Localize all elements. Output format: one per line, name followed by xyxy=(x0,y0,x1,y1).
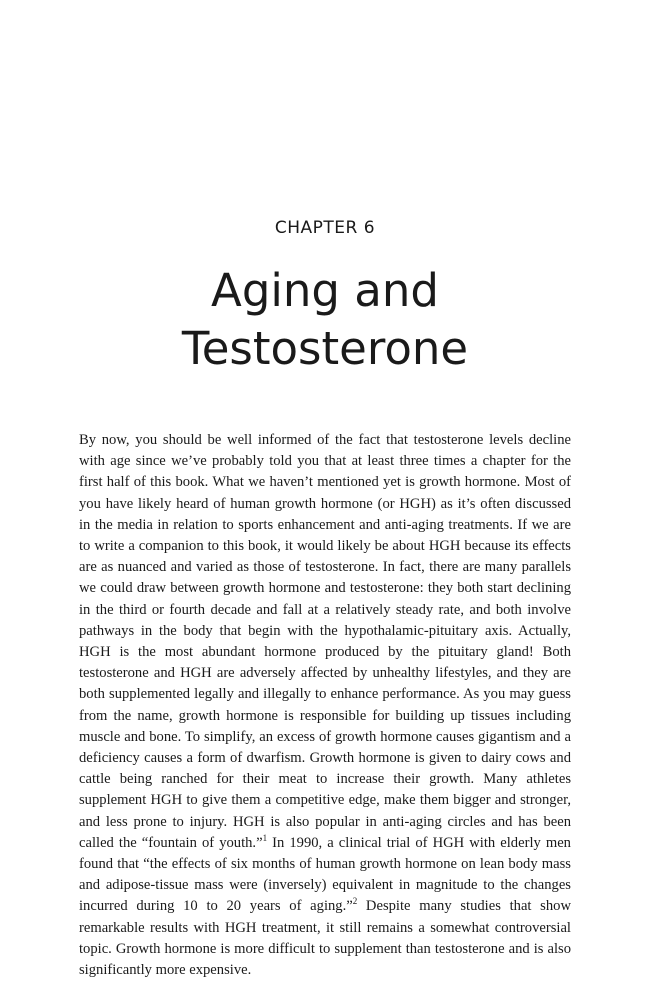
footnote-marker-2[interactable]: 2 xyxy=(352,896,358,907)
footnote-marker-1[interactable]: 1 xyxy=(262,833,268,843)
body-text-segment-3: Despite many studies that show remarkable results with HGH treatment, it still remains a somewhat controversial topic. Growth hormone is more difficult to supplement than testosterone and is also significantly more expensive. xyxy=(79,898,571,979)
chapter-title-line-2: Testosterone xyxy=(181,322,469,375)
chapter-title-line-1: Aging and xyxy=(211,264,439,317)
chapter-title xyxy=(0,262,650,378)
body-text-segment-1: By now, you should be well informed of the fact that testosterone levels decline with age since we’ve probably told you that at least three times a chapter for the first half of this book. What we haven’t mentioned yet is growth hormone. Most of you have likely heard of human growth hormone (or HGH) as it’s often discussed in the media in relation to sports enhancement and anti-aging treatments. If we are to write a companion to this book, it would likely be about HGH because its effects are as nuanced and varied as those of testosterone. In fact, there are many parallels we could draw between growth hormone and testosterone: they both start declining in the third or fourth decade and fall at a relatively steady rate, and both involve pathways in the body that begin with the hypothalamic-pituitary axis. Actually, HGH is the most abundant hormone produced by the pituitary gland! Both testosterone and HGH are adversely affected by unhealthy lifestyles, and they are both supplemented legally and illegally to enhance performance. As you may guess from the name, growth hormone is responsible for building up tissues including muscle and bone. To simplify, an excess of growth hormone causes gigantism and a deficiency causes a form of dwarfism. Growth hormone is given to dairy cows and cattle being ranched for their meat to increase their growth. Many athletes supplement HGH to give them a competitive edge, make them bigger and stronger, and less prone to injury. HGH is also popular in anti-aging circles and has been called the “fountain of youth.” xyxy=(79,432,571,851)
body-paragraph xyxy=(79,430,571,981)
body-text-segment-2: In 1990, a clinical trial of HGH with elderly men found that “the effects of six months of human growth hormone on lean body mass and adipose-tissue mass were (inversely) equivalent in magnitude to the changes incurred during 10 to 20 years of aging.” xyxy=(79,834,571,915)
chapter-label: CHAPTER 6 xyxy=(274,218,376,238)
